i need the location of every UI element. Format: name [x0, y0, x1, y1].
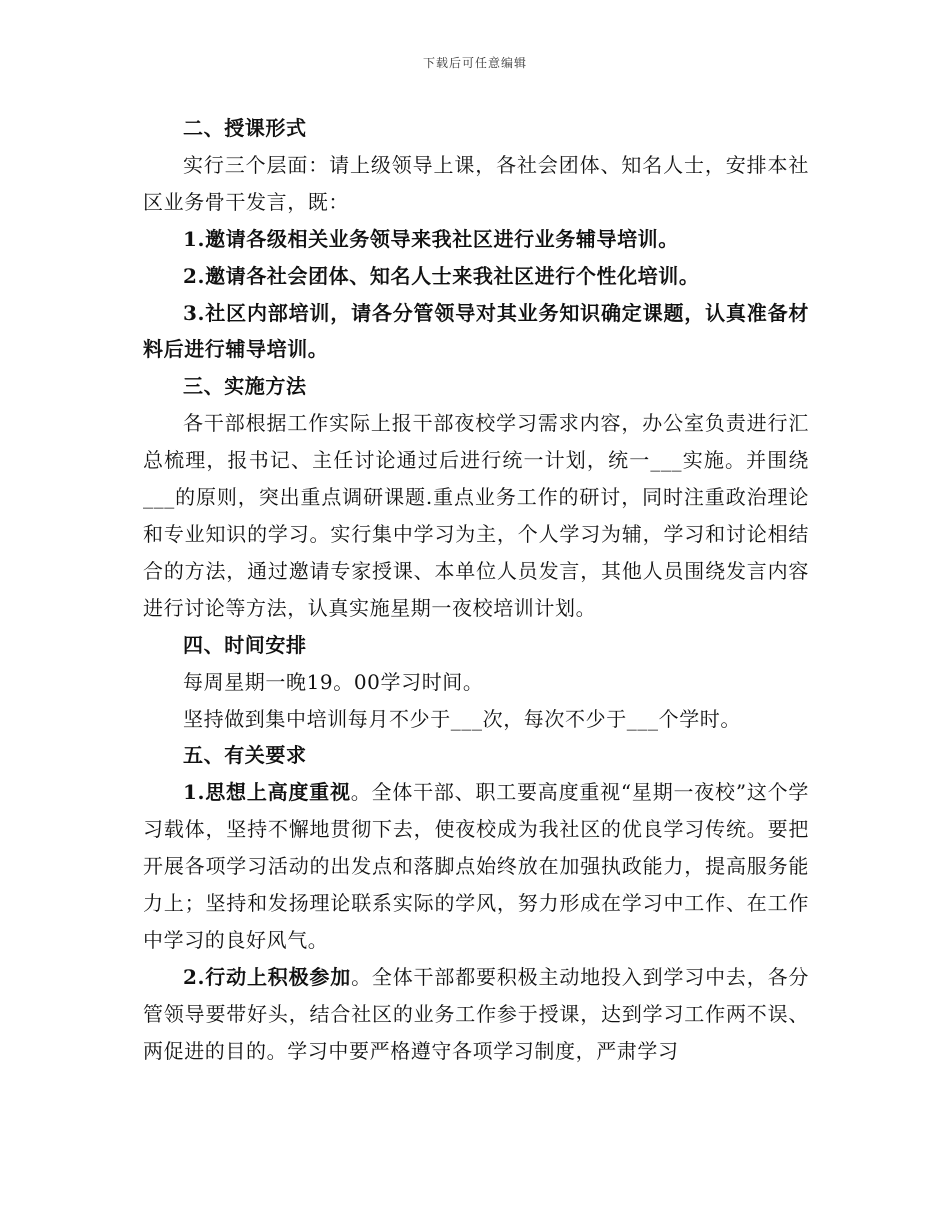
section-heading-implementation: 三、实施方法 — [183, 374, 307, 399]
requirement-item-1-lead: 1.思想上高度重视 — [183, 780, 351, 805]
document-body — [143, 110, 809, 1070]
teaching-format-item-3: 3.社区内部培训，请各分管领导对其业务知识确定课题，认真准备材料后进行辅导培训。 — [143, 300, 809, 362]
requirement-item-2 — [143, 959, 809, 1070]
requirement-item-2-body: 。全体干部都要积极主动地投入到学习中去，各分管领导要带好头，结合社区的业务工作参于授课，达到学习工作两不误、两促进的目的。学习中要严格遵守各项学习制度，严肃学习 — [143, 964, 809, 1063]
section-heading-requirements: 五、有关要求 — [183, 743, 307, 768]
implementation-paragraph: 各干部根据工作实际上报干部夜校学习需求内容，办公室负责进行汇总梳理，报书记、主任讨论通过后进行统一计划，统一___实施。并围绕___的原则，突出重点调研课题.重点业务工作的研讨，同时注重政治理论和专业知识的学习。实行集中学习为主，个人学习为辅，学习和讨论相结合的方法，通过邀请专家授课、本单位人员发言，其他人员围绕发言内容进行讨论等方法，认真实施星期一夜校培训计划。 — [143, 411, 809, 620]
requirement-item-2-lead: 2.行动上积极参加 — [183, 964, 352, 989]
section-heading-schedule: 四、时间安排 — [183, 632, 307, 657]
schedule-line-2: 坚持做到集中培训每月不少于___次，每次不少于___个学时。 — [183, 706, 741, 731]
section-heading-teaching-format: 二、授课形式 — [183, 116, 307, 140]
requirement-item-1 — [143, 774, 809, 959]
teaching-format-item-2: 2.邀请各社会团体、知名人士来我社区进行个性化培训。 — [183, 263, 700, 288]
page-header-note: 下载后可任意编辑 — [422, 56, 527, 70]
schedule-line-1: 每周星期一晚19。00学习时间。 — [183, 669, 484, 694]
requirement-item-1-body: 。全体干部、职工要高度重视“星期一夜校”这个学习载体，坚持不懈地贯彻下去，使夜校成为我社区的优良学习传统。要把开展各项学习活动的出发点和落脚点始终放在加强执政能力，提高服务能力上；坚持和发扬理论联系实际的学风，努力形成在学习中工作、在工作中学习的良好风气。 — [143, 780, 810, 952]
teaching-format-item-1: 1.邀请各级相关业务领导来我社区进行业务辅导培训。 — [183, 226, 679, 251]
teaching-format-intro: 实行三个层面：请上级领导上课，各社会团体、知名人士，安排本社区业务骨干发言，既： — [143, 152, 809, 214]
